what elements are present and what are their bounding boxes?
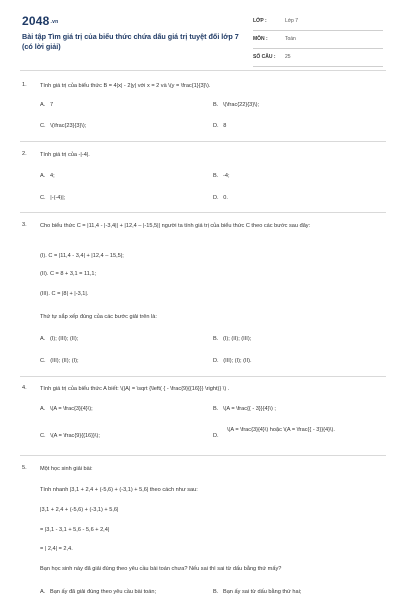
option-c[interactable] [40, 122, 86, 130]
option-b[interactable] [213, 101, 259, 109]
question-divider [20, 376, 386, 377]
option-text: (III); (II); (I); [50, 358, 79, 364]
meta-label: MÔN : [253, 36, 268, 42]
option-text: \(A = \frac{{ - 3}}{4}\) ; [222, 406, 276, 412]
option-text: 7 [49, 102, 54, 108]
question-prompt: Thứ tự sắp xếp đúng của các bước giải trên là: [40, 314, 157, 320]
option-label: C. [40, 195, 46, 201]
option-b[interactable] [213, 405, 276, 413]
option-text: Bạn ấy đã giải đúng theo yêu cầu bài toán; [49, 589, 157, 595]
option-a[interactable] [40, 172, 55, 180]
option-label: D. [213, 358, 219, 364]
question-divider [20, 212, 386, 213]
option-text: (III); (I); (II). [223, 358, 252, 364]
option-label: C. [40, 433, 46, 439]
option-a[interactable] [40, 405, 93, 413]
option-text: \(\frac{23}{3}\); [50, 123, 87, 129]
question-text: Tính giá trị của biểu thức B = 4|x| - 2|y| với x = 2 và \(y = \frac{1}{3}\). [40, 83, 211, 89]
option-d[interactable] [213, 122, 226, 130]
question-text: Cho biểu thức C = |11,4 - |-3,4|| + |12,4 – |-15,5|| người ta tính giá trị của biểu thức C theo các bước sau đây: [40, 223, 311, 229]
meta-value: 25 [285, 54, 291, 60]
option-d[interactable] [213, 194, 228, 202]
option-text: 8 [223, 123, 227, 129]
solution-step: (III). C = |8| + |-3,1|. [40, 291, 89, 297]
option-a[interactable] [40, 101, 53, 109]
option-label: A. [40, 336, 46, 342]
worksheet-title: Bài tập Tìm giá trị của biểu thức chứa dấu giá trị tuyệt đối lớp 7 (có lời giải) [22, 32, 239, 51]
option-text: \(A = \frac{9}{{16}}\); [50, 433, 100, 439]
option-label: D. [213, 123, 219, 129]
option-text: \(A = \frac{3}{4}\); [49, 406, 93, 412]
option-label: A. [40, 173, 46, 179]
option-text: (I); (III); (II); [49, 336, 79, 342]
option-text: (I); (II); (III); [222, 336, 252, 342]
option-c[interactable] [40, 194, 65, 202]
logo-suffix: .vn [50, 18, 59, 25]
option-label: C. [40, 358, 46, 364]
option-text: -4; [222, 173, 230, 179]
meta-label: LỚP : [253, 18, 267, 24]
option-text: 0. [223, 195, 228, 201]
question-prompt: Bạn học sinh này đã giải đúng theo yêu cầu bài toán chưa? Nếu sai thì sai từ dấu bằng thứ mấy? [40, 566, 282, 572]
solution-line: = |3,1 - 3,1 + 5,6 - 5,6 + 2,4| [40, 527, 110, 533]
question-text: Tính giá trị của -|-4|. [40, 152, 90, 158]
solution-line: Tính nhanh |3,1 + 2,4 + (-5,6) + (-3,1) + 5,6| theo cách như sau: [40, 487, 198, 493]
option-b[interactable] [213, 172, 230, 180]
question-number: 2. [22, 151, 27, 157]
option-b[interactable] [213, 335, 251, 343]
option-d[interactable] [213, 357, 252, 365]
worksheet-meta [253, 15, 383, 69]
logo-main: 2048 [22, 14, 50, 28]
option-text: \(\frac{22}{3}\); [222, 102, 260, 108]
option-a[interactable] [40, 588, 156, 596]
option-label: A. [40, 102, 46, 108]
question-text: Tính giá trị của biểu thức A biết: \(|A| = \sqrt {\left( { - \frac{9}{{16}}} \right)} \) . [40, 386, 230, 392]
option-c[interactable] [40, 357, 79, 365]
meta-row-grade [253, 15, 383, 31]
question-number: 4. [22, 385, 27, 391]
option-label: C. [40, 123, 46, 129]
option-b[interactable] [213, 588, 301, 596]
option-d[interactable]: \(A = \frac{3}{4}\) hoặc \(A = \frac{{ - 3}}{4}\). [227, 427, 335, 433]
question-text: Một học sinh giải bài: [40, 466, 93, 472]
meta-label: SỐ CÂU : [253, 54, 276, 60]
option-text: |-(-4)|; [50, 195, 66, 201]
meta-row-count [253, 51, 383, 67]
option-label: A. [40, 406, 46, 412]
option-label: D. [213, 195, 219, 201]
option-label: B. [213, 406, 219, 412]
option-label: B. [213, 173, 219, 179]
meta-value: Lớp 7 [285, 18, 299, 24]
option-text: Bạn ấy sai từ dấu bằng thứ hai; [222, 589, 302, 595]
option-label: B. [213, 589, 219, 595]
question-number: 3. [22, 222, 27, 228]
solution-step: (I). C = |11,4 - 3,4| + |12,4 – 15,5|; [40, 253, 124, 259]
solution-line: |3,1 + 2,4 + (-5,6) + (-3,1) + 5,6| [40, 507, 119, 513]
option-label: B. [213, 102, 219, 108]
page-header [0, 0, 400, 62]
option-text: 4; [49, 173, 55, 179]
option-label: B. [213, 336, 219, 342]
option-label: A. [40, 589, 46, 595]
question-divider [20, 455, 386, 456]
header-divider [20, 70, 386, 71]
question-number: 5. [22, 465, 27, 471]
option-c[interactable] [40, 432, 100, 440]
option-label[interactable]: D. [213, 433, 219, 439]
meta-value: Toán [285, 36, 296, 42]
meta-row-subject [253, 33, 383, 49]
solution-step: (II). C = 8 + 3,1 = 11,1; [40, 271, 97, 277]
question-divider [20, 141, 386, 142]
question-number: 1. [22, 82, 27, 88]
option-a[interactable] [40, 335, 78, 343]
solution-line: = | 2,4| = 2,4. [40, 546, 73, 552]
site-logo[interactable] [22, 14, 58, 28]
